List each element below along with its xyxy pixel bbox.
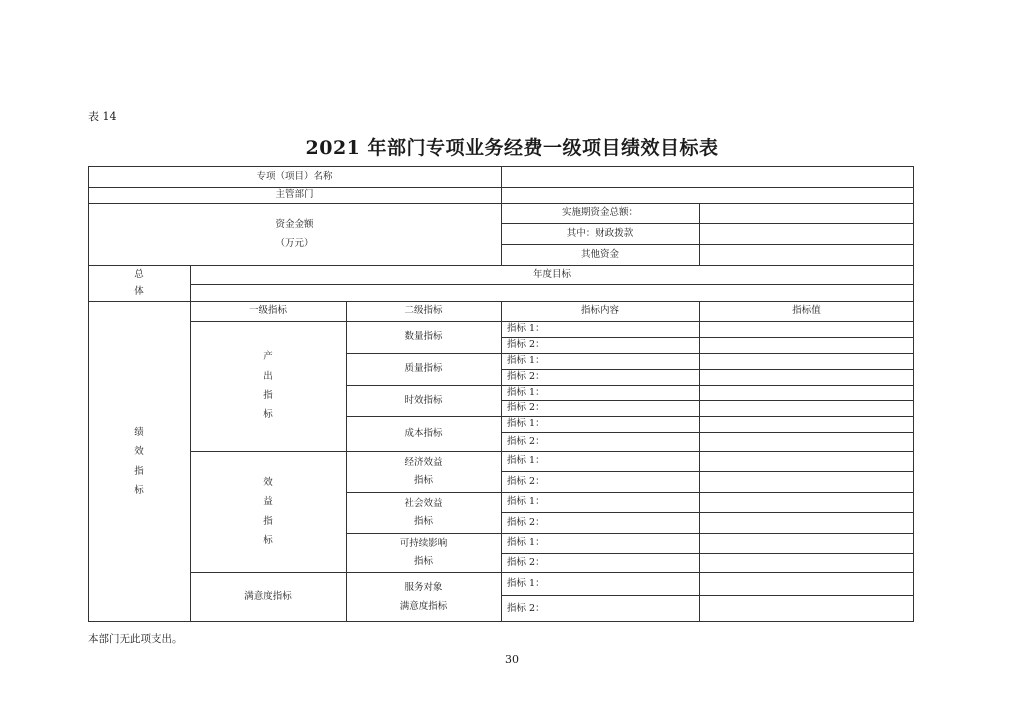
performance-goal-table: [88, 166, 914, 622]
quantity-indicator-2: 指标 2：: [507, 339, 545, 351]
overall-goal-label: [88, 265, 190, 301]
perf-char-3: 指: [134, 465, 144, 477]
cost-indicator-label: 成本指标: [404, 427, 443, 439]
cost-indicator-1: 指标 1：: [507, 418, 545, 430]
performance-indicator-label: [88, 301, 190, 622]
department-label: 主管部门: [275, 189, 314, 201]
quality-indicator-2: 指标 2：: [507, 371, 545, 383]
funds-total-label: 实施期资金总额：: [561, 207, 638, 219]
service-satisfaction-label: [346, 572, 501, 622]
sustainability-line-2: 指标: [413, 555, 433, 567]
economic-benefit-line-1: 经济效益: [404, 457, 443, 469]
page-number: 30: [505, 653, 519, 666]
timeliness-indicator-label: 时效指标: [404, 394, 443, 406]
table-number-label: 表 14: [88, 110, 117, 123]
sustainability-indicator-2: 指标 2：: [507, 556, 545, 568]
overall-char-1: 总: [134, 268, 144, 280]
benefit-indicator-label: [190, 451, 346, 572]
perf-char-1: 绩: [134, 426, 144, 438]
cost-indicator-2: 指标 2：: [507, 435, 545, 447]
social-indicator-1: 指标 1：: [507, 496, 545, 508]
economic-indicator-2: 指标 2：: [507, 475, 545, 487]
quantity-indicator-label: 数量指标: [404, 331, 443, 343]
service-satisfaction-line-1: 服务对象: [404, 581, 443, 593]
header-level2-indicator: 二级指标: [404, 305, 443, 317]
overall-char-2: 体: [134, 286, 144, 297]
footnote: 本部门无此项支出。: [88, 633, 183, 645]
satisfaction-indicator-label: 满意度指标: [244, 591, 292, 603]
annual-goal-label: 年度目标: [532, 268, 571, 280]
sustainability-line-1: 可持续影响: [399, 538, 448, 550]
quantity-indicator-1: 指标 1：: [507, 323, 545, 335]
output-char-4: 标: [263, 409, 273, 421]
header-indicator-value: 指标值: [792, 305, 821, 317]
output-char-3: 指: [263, 390, 273, 401]
funds-amount-cell: [88, 203, 501, 265]
social-benefit-label: [346, 492, 501, 533]
service-indicator-2: 指标 2：: [507, 602, 545, 614]
output-char-1: 产: [263, 351, 273, 363]
output-indicator-label: [190, 321, 346, 451]
quality-indicator-1: 指标 1：: [507, 355, 545, 367]
perf-char-4: 标: [134, 484, 144, 496]
output-char-2: 出: [263, 370, 273, 382]
service-satisfaction-line-2: 满意度指标: [399, 601, 448, 612]
funds-other-label: 其他资金: [580, 248, 619, 260]
social-benefit-line-1: 社会效益: [404, 498, 443, 510]
sustainability-indicator-1: 指标 1：: [507, 537, 545, 549]
timeliness-indicator-2: 指标 2：: [507, 402, 545, 414]
social-indicator-2: 指标 2：: [507, 516, 545, 528]
benefit-char-1: 效: [263, 476, 273, 488]
header-level1-indicator: 一级指标: [248, 305, 287, 317]
project-name-label: 专项（项目）名称: [256, 170, 333, 182]
economic-benefit-line-2: 指标: [413, 474, 433, 486]
social-benefit-line-2: 指标: [413, 515, 433, 527]
economic-indicator-1: 指标 1：: [507, 455, 545, 467]
economic-benefit-label: [346, 451, 501, 492]
service-indicator-1: 指标 1：: [507, 577, 545, 589]
document-title: 2021 年部门专项业务经费一级项目绩效目标表: [305, 137, 719, 159]
funds-unit-label: （万元）: [275, 238, 314, 249]
benefit-char-3: 指: [263, 515, 273, 527]
funds-amount-label: 资金金额: [275, 218, 314, 230]
timeliness-indicator-1: 指标 1：: [507, 386, 545, 398]
funds-fiscal-label: 其中：财政拨款: [566, 227, 634, 239]
perf-char-2: 效: [134, 446, 144, 458]
header-indicator-content: 指标内容: [580, 305, 619, 317]
sustainability-label: [346, 533, 501, 572]
benefit-char-4: 标: [263, 534, 273, 546]
benefit-char-2: 益: [263, 496, 273, 508]
quality-indicator-label: 质量指标: [404, 363, 443, 375]
